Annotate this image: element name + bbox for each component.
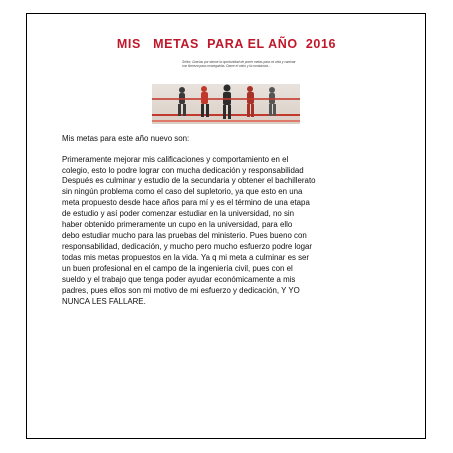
paragraph-2-line: Después es culminar y estudio de la secundaria y obtener el bachillerato	[62, 176, 316, 185]
runners-banner-image	[152, 58, 300, 124]
paragraph-2-line: responsabilidad, dedicación, y mucho pero mucho esfuerzo podre logar	[62, 242, 313, 251]
paragraph-2-line: sin ningún problema como el caso del supletorio, ya que esto en una	[62, 187, 303, 196]
paragraph-2	[62, 175, 392, 307]
paragraph-2-line: de estudio y así poder comenzar estudiar en la universidad, no sin	[62, 209, 295, 218]
paragraph-2-line: sueldo y el trabajo que tenga poder ayudar económicamente a mis	[62, 275, 296, 284]
banner-caption: Señor, Gracias por darme la oportunidad de poner metas para mi vida y caminar con firmeza para conseguirlas. Dame el valor y la constancia...	[182, 60, 296, 68]
intro-line: Mis metas para este año nuevo son:	[62, 134, 190, 143]
runners-graphic	[152, 84, 300, 124]
paragraph-1	[62, 154, 392, 176]
document-title: MIS METAS PARA EL AÑO 2016	[116, 37, 337, 51]
paragraph-2-line: NUNCA LES FALLARE.	[62, 297, 146, 306]
paragraph-2-line: todas mis metas propuestos en la vida. Ya q mi meta a culminar es ser	[62, 253, 310, 262]
paragraph-1-line: Primeramente mejorar mis calificaciones y comportamiento en el	[62, 155, 289, 164]
race-track	[152, 84, 300, 124]
paragraph-2-line: padres, pues ellos son mi motivo de mi esfuerzo y dedicación, Y YO	[62, 286, 300, 295]
paragraph-2-line: haber obtenido primeramente un cupo en la universidad, para ello	[62, 220, 293, 229]
paragraph-1-line: colegio, esto lo podre lograr con mucha dedicación y responsabilidad	[62, 166, 304, 175]
paragraph-2-line: meta propuesto desde hace años para mí y es el término de una etapa	[62, 198, 310, 207]
paragraph-2-line: debo estudiar mucho para las pruebas del ministerio. Pues bueno con	[62, 231, 307, 240]
paragraph-2-line: un buen profesional en el campo de la ingeniería civil, pues con el	[62, 264, 293, 273]
